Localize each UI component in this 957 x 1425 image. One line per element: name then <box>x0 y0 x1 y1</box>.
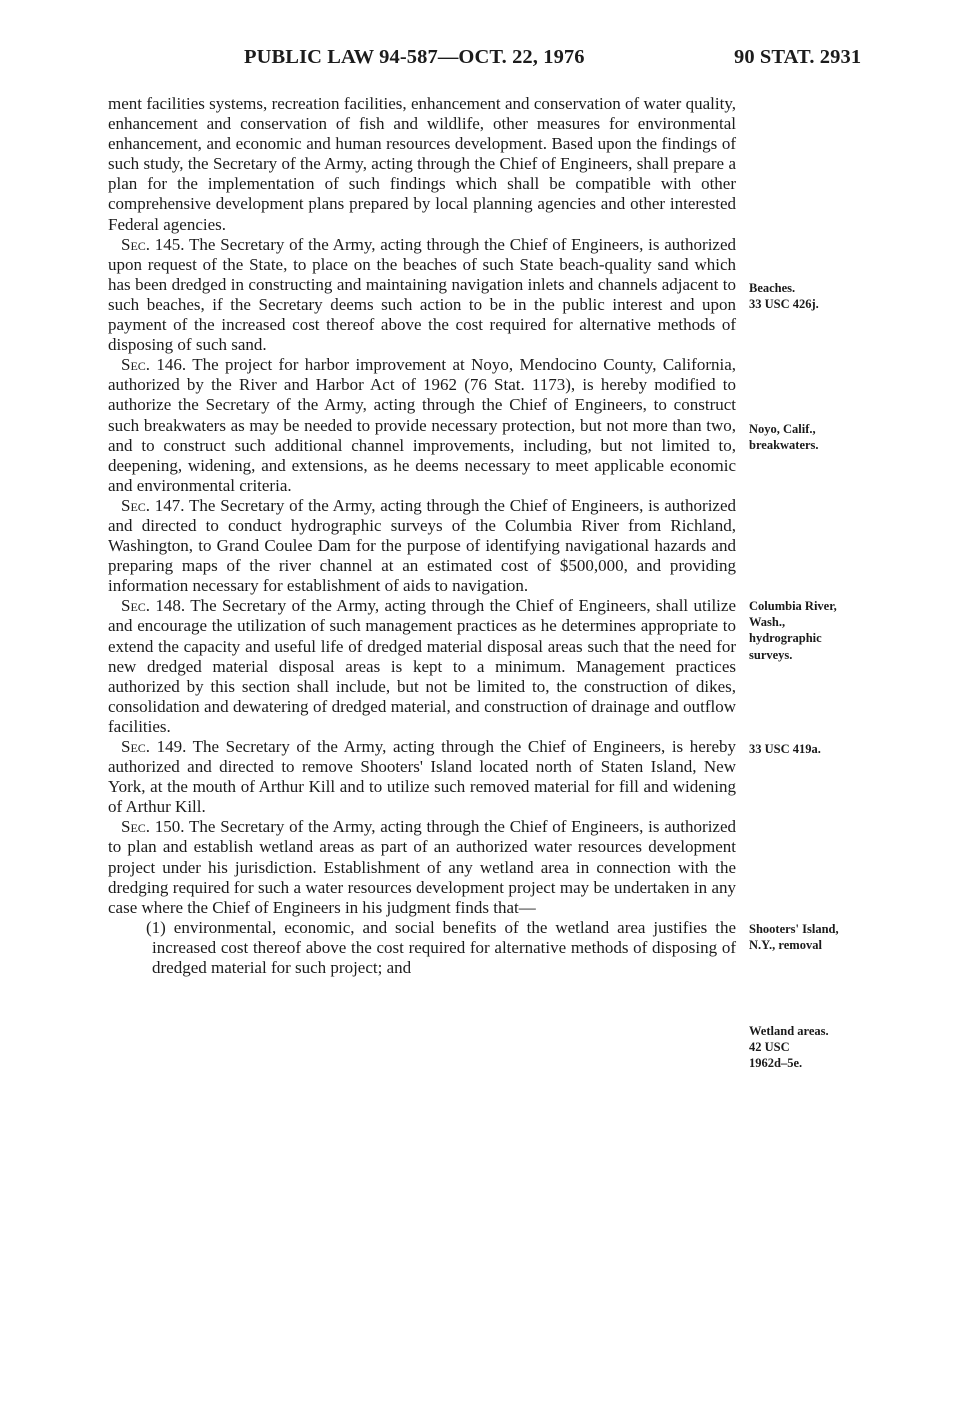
margin-note-usc-419a <box>749 741 879 757</box>
margin-note-line: Wetland areas. <box>749 1024 829 1038</box>
margin-note-line: 33 USC 419a. <box>749 742 821 756</box>
section-145-label: Sec. 145. <box>121 234 185 254</box>
margin-note-columbia <box>749 598 879 663</box>
margin-note-line: Shooters' Island, <box>749 922 839 936</box>
margin-note-line: breakwaters. <box>749 438 819 453</box>
section-147-label: Sec. 147. <box>121 495 185 515</box>
section-149-label: Sec. 149. <box>121 737 187 756</box>
section-148 <box>108 596 736 737</box>
section-150 <box>108 817 736 917</box>
section-150-text: The Secretary of the Army, acting through the Chief of Engineers, is authorized to plan and establish wetland areas as part of an authorized water resources development project under his jurisdiction. Establishment of any wetland area in connection with the dredging required for such a water resources development project may be undertaken in any case where the Chief of Engineers in his judgment finds that— <box>108 817 737 917</box>
margin-note-wetland <box>749 1023 879 1072</box>
section-148-label: Sec. 148. <box>121 596 186 616</box>
margin-note-line: Noyo, Calif., <box>749 422 816 436</box>
margin-note-line: hydrographic <box>749 631 822 646</box>
margin-note-shooters <box>749 921 879 953</box>
margin-note-line: 1962d–5e. <box>749 1056 803 1071</box>
section-150-label: Sec. 150. <box>121 817 185 837</box>
section-145 <box>108 235 736 356</box>
paragraph-continued: ment facilities systems, recreation facilities, enhancement and conservation of water quality, enhancement and conservation of fish and wildlife, other measures for environmental enhancement, and economic and human resources development. Based upon the findings of such study, the Secretary of the Army, acting through the Chief of Engineers, shall prepare a plan for the implementation of such findings which shall be compatible with other comprehensive development plans prepared by local planning agencies and other interested Federal agencies. <box>108 94 736 234</box>
section-147 <box>108 496 736 596</box>
margin-note-line: Beaches. <box>749 281 796 295</box>
margin-note-beaches <box>749 280 879 312</box>
section-148-text: The Secretary of the Army, acting through the Chief of Engineers, shall utilize and encourage the utilization of such management practices as he determines appropriate to extend the capacity and useful life of dredged material disposal areas such that the need for new dredged material disposal areas is kept to a minimum. Management practices authorized by this section shall include, but not be limited to, the construction of dikes, consolidation and dewatering of dredged material, and construction of drainage and outflow facilities. <box>108 596 736 736</box>
margin-note-line: N.Y., removal <box>749 938 822 953</box>
section-149-text: The Secretary of the Army, acting through the Chief of Engineers, is hereby authorized and directed to remove Shooters' Island located north of Staten Island, New York, at the mouth of Arthur Kill and to utilize such removed material for fill and widening of Arthur Kill. <box>108 737 736 817</box>
section-147-text: The Secretary of the Army, acting through the Chief of Engineers, is authorized and directed to conduct hydrographic surveys of the Columbia River from Richland, Washington, to Grand Coulee Dam for the purpose of identifying navigational hazards and preparing maps of the river channel at an estimated cost of $500,000, and providing information necessary for establishment of aids to navigation. <box>108 495 737 596</box>
margin-note-line: 33 USC 426j. <box>749 297 819 312</box>
margin-note-line: 42 USC <box>749 1040 790 1055</box>
section-146-label: Sec. 146. <box>121 355 187 375</box>
margin-note-line: Columbia River, <box>749 599 837 613</box>
section-150-item-1: (1) environmental, economic, and social benefits of the wetland area justifies the increased cost thereof above the cost required for alternative methods of disposing of dredged material for such project; and <box>146 917 736 978</box>
margin-note-line: Wash., <box>749 615 786 630</box>
section-146 <box>108 355 736 496</box>
margin-note-line: surveys. <box>749 647 793 662</box>
section-149 <box>108 737 736 817</box>
body-text <box>108 94 736 978</box>
running-head-title: PUBLIC LAW 94-587—OCT. 22, 1976 <box>244 46 585 68</box>
running-head-stat-page: 90 STAT. 2931 <box>734 46 862 68</box>
section-146-text: The project for harbor improvement at Noyo, Mendocino County, California, authorized by the River and Harbor Act of 1962 (76 Stat. 1173), is hereby modified to authorize the Secretary of the Army, acting through the Chief of Engineers, to construct such breakwaters as may be needed to provide necessary protection, but not more than two, and to construct such additional channel improvements, including, but not limited to, deepening, widening, and extensions, as he deems necessary to meet applicable economic and environmental criteria. <box>108 355 736 495</box>
section-145-text: The Secretary of the Army, acting through the Chief of Engineers, is authorized upon request of the State, to place on the beaches of such State beach-quality sand which has been dredged in constructing and maintaining navigation inlets and channels adjacent to such beaches, if the Secretary deems such action to be in the public interest and upon payment of the increased cost thereof above the cost required for alternative methods of disposing of such sand. <box>108 234 737 355</box>
margin-note-noyo <box>749 421 879 453</box>
